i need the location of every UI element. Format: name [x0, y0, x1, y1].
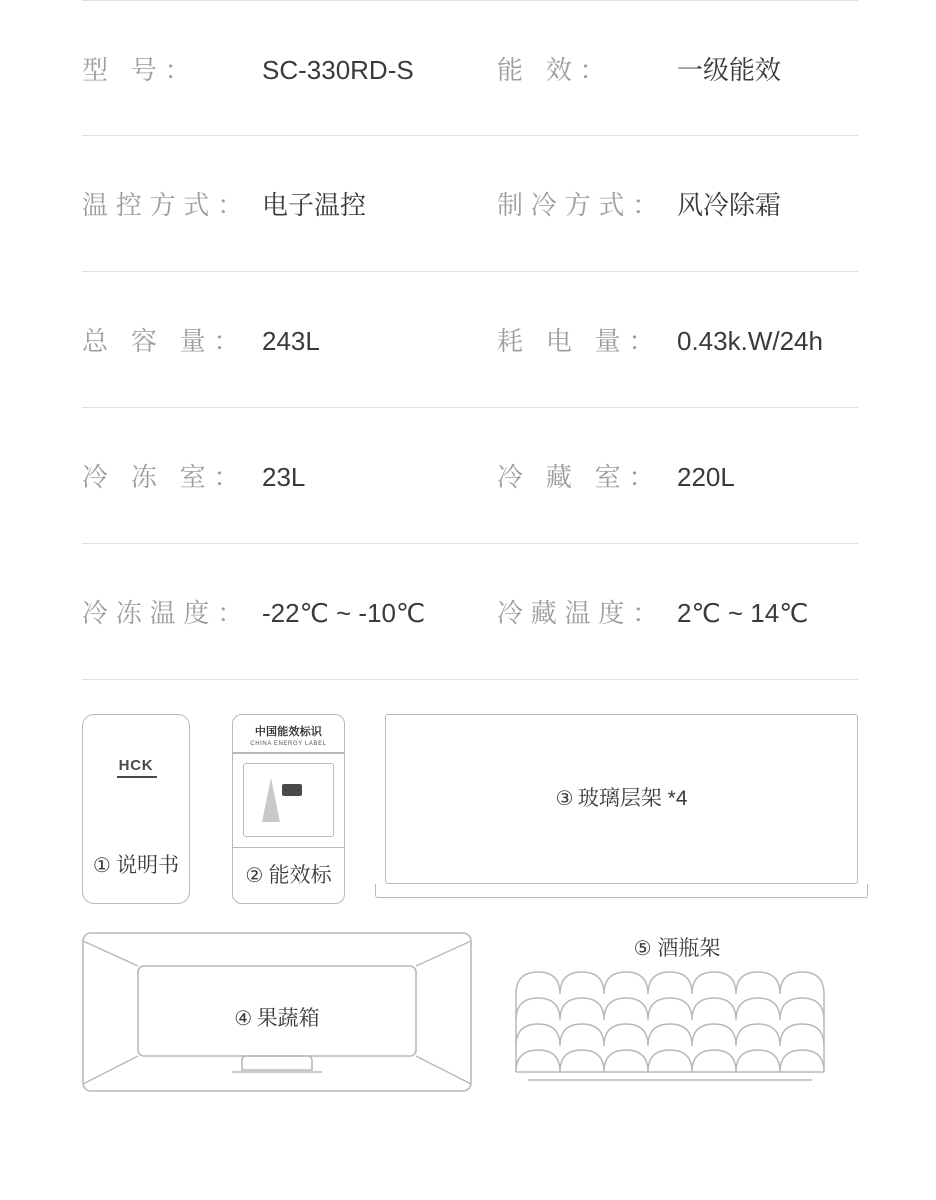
spec-cell-fridge-temp	[497, 593, 858, 630]
spec-label: 总 容 量：	[82, 326, 240, 356]
spec-cell-temp-control	[82, 185, 497, 222]
accessory-manual-caption: ① 说明书	[92, 854, 180, 877]
spec-value: 220L	[677, 462, 735, 492]
brand-logo-text: HCK	[118, 757, 154, 774]
energy-tag-icon	[282, 784, 302, 796]
spec-value: SC-330RD-S	[262, 54, 414, 85]
spec-cell-freezer-temp	[82, 593, 497, 630]
spec-row	[82, 544, 858, 680]
spec-cell-freezer-capacity	[82, 457, 497, 494]
accessory-crisper	[82, 932, 472, 1092]
spec-value: 风冷除霜	[677, 190, 782, 220]
energy-arrow-icon	[262, 778, 280, 822]
spec-row	[82, 0, 858, 136]
spec-row	[82, 136, 858, 272]
spec-value: 0.43k.W/24h	[677, 326, 823, 356]
divider	[233, 752, 344, 754]
accessories-row-2	[82, 932, 858, 1092]
spec-row	[82, 408, 858, 544]
spec-cell-fridge-capacity	[497, 457, 858, 494]
spec-value: -22℃ ~ -10℃	[262, 598, 426, 628]
spec-value: 23L	[262, 462, 306, 492]
spec-label: 冷 藏 室：	[497, 462, 655, 492]
accessory-glass-shelves	[385, 714, 858, 904]
spec-cell-cooling-type	[497, 185, 858, 222]
spec-row	[82, 272, 858, 408]
spec-value: 一级能效	[677, 54, 782, 85]
accessory-energy-caption: ② 能效标	[245, 864, 332, 887]
spec-label: 冷冻温度：	[82, 598, 244, 628]
spec-label: 冷藏温度：	[497, 598, 659, 628]
brand-underline	[117, 776, 157, 778]
spec-value: 2℃ ~ 14℃	[677, 598, 809, 628]
accessory-crisper-caption: ④ 果蔬箱	[234, 1007, 320, 1030]
energy-label-graphic	[243, 763, 334, 837]
spec-value: 电子温控	[262, 190, 367, 220]
accessory-energy-label	[232, 714, 345, 904]
energy-label-title: 中国能效标识	[254, 726, 323, 738]
energy-label-subtitle: CHINA ENERGY LABEL	[250, 741, 327, 747]
spec-label: 型 号：	[82, 54, 191, 85]
spec-label: 冷 冻 室：	[82, 462, 240, 492]
spec-label: 制冷方式：	[497, 190, 659, 220]
spec-cell-model	[82, 50, 497, 87]
accessory-wine-rack	[496, 932, 858, 1092]
wine-rack-shape	[512, 968, 842, 1092]
glass-base-shape	[375, 884, 868, 898]
accessory-manual	[82, 714, 190, 904]
accessories-row-1	[82, 714, 858, 904]
spec-label: 温控方式：	[82, 190, 244, 220]
accessory-shelves-caption: ③ 玻璃层架 *4	[555, 787, 688, 810]
accessory-wine-caption: ⑤ 酒瓶架	[633, 937, 721, 960]
accessories-section	[0, 680, 936, 1092]
divider	[233, 847, 344, 849]
spec-cell-power-consumption	[497, 321, 858, 358]
spec-label: 能 效：	[497, 54, 606, 85]
spec-cell-total-capacity	[82, 321, 497, 358]
spec-value: 243L	[262, 326, 320, 356]
spec-cell-energy-grade	[497, 50, 858, 87]
spec-label: 耗 电 量：	[497, 326, 655, 356]
